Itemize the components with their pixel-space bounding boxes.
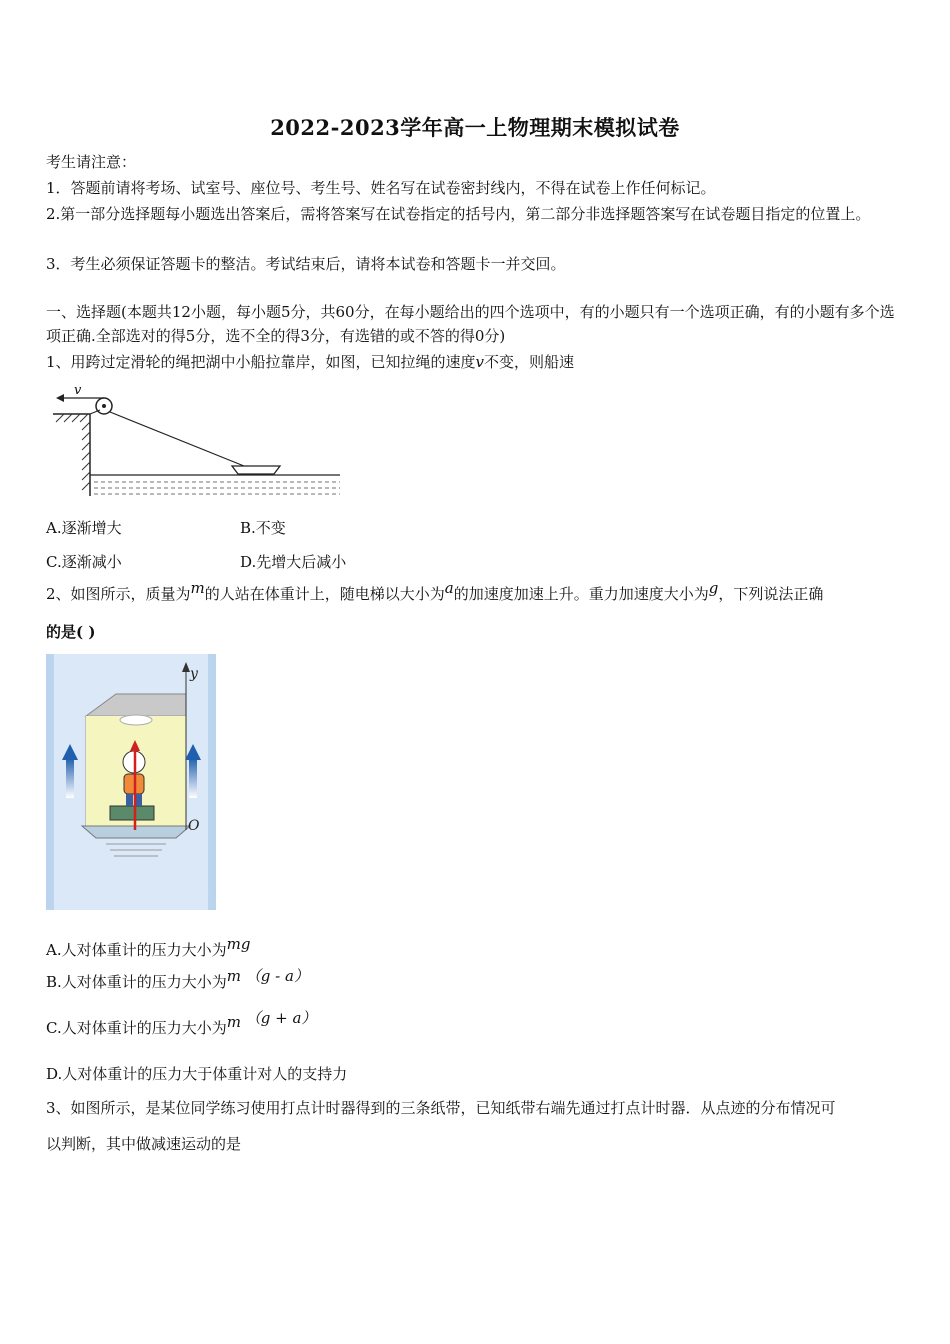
question-2-stem-end: 的是( ): [46, 623, 96, 641]
notice-item-2: 2.第一部分选择题每小题选出答案后，需将答案写在试卷指定的括号内，第二部分非选择题答案写在试卷题目指定的位置上。: [46, 205, 871, 223]
elevator-figure: [46, 654, 216, 910]
var-m: m: [190, 579, 205, 597]
var-g: g: [708, 579, 719, 597]
notice-item-3: 3．考生必须保证答题卡的整洁。考试结束后，请将本试卷和答题卡一并交回。: [46, 255, 566, 273]
q2-option-a: A.人对体重计的压力大小为mg: [46, 935, 251, 959]
section-heading: 一、选择题(本题共12小题，每小题5分，共60分，在每小题给出的四个选项中，有的小题只有一个选项正确，有的小题有多个选项正确.全部选对的得5分，选不全的得3分，有选错的或不答的得0分): [46, 303, 895, 345]
var-a: a: [444, 579, 454, 597]
notice-heading: 考生请注意：: [46, 153, 137, 171]
question-3-stem: 3、如图所示，是某位同学练习使用打点计时器得到的三条纸带，已知纸带右端先通过打点计时器．从点迹的分布情况可: [46, 1099, 836, 1117]
q1-option-c: C.逐渐减小: [46, 553, 122, 571]
q2-option-b: B.人对体重计的压力大小为m （g - a）: [46, 967, 309, 991]
notice-item-1: 1．答题前请将考场、试室号、座位号、考生号、姓名写在试卷密封线内，不得在试卷上作任何标记。: [46, 179, 716, 197]
question-3-stem-end: 以判断，其中做减速运动的是: [46, 1135, 242, 1153]
var-v: v: [475, 353, 485, 371]
q1-option-b: B.不变: [240, 519, 286, 537]
question-1-stem: 1、用跨过定滑轮的绳把湖中小船拉靠岸，如图，已知拉绳的速度v不变，则船速: [46, 353, 575, 371]
q1-option-a: A.逐渐增大: [46, 519, 122, 537]
q2-option-d: D.人对体重计的压力大于体重计对人的支持力: [46, 1065, 348, 1083]
q1-option-d: D.先增大后减小: [240, 553, 347, 571]
velocity-label: v: [74, 384, 82, 398]
page-title: 2022-2023学年高一上物理期末模拟试卷: [270, 115, 680, 140]
question-2-stem: 2、如图所示，质量为m的人站在体重计上，随电梯以大小为a的加速度加速上升。重力加速度大小为g，下列说法正确: [46, 579, 824, 603]
origin-label: O: [188, 818, 200, 834]
pulley-boat-figure: [48, 384, 348, 502]
q2-option-c: C.人对体重计的压力大小为m （g + a）: [46, 1009, 317, 1037]
y-axis-label: y: [190, 666, 198, 682]
